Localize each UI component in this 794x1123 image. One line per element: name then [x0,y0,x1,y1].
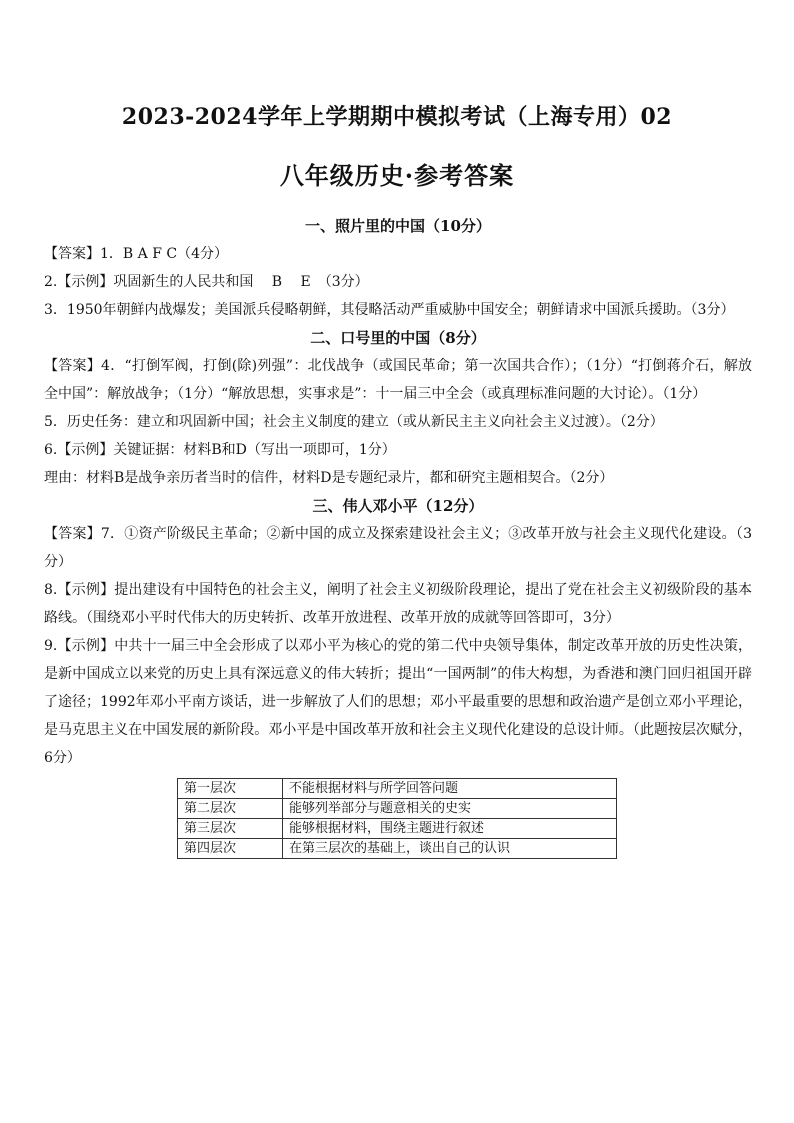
answer-q9: 9.【示例】中共十一届三中全会形成了以邓小平为核心的党的第二代中央领导集体，制定改革开放的历史性决策，是新中国成立以来党的历史上具有深远意义的伟大转折；提出“一国两制”的伟大构想，为香港和澳门回归祖国开辟了途径；1992年邓小平南方谈话，进一步解放了人们的思想；邓小平最重要的思想和政治遗产是创立邓小平理论，是马克思主义在中国发展的新阶段。邓小平是中国改革开放和社会主义现代化建设的总设计师。（此题按层次赋分，6分） [44,638,752,766]
rubric-description: 能够根据材料，围绕主题进行叙述 [283,819,617,839]
rubric-description: 能够列举部分与题意相关的史实 [283,799,617,819]
answer-q3: 3．1950年朝鲜内战爆发；美国派兵侵略朝鲜，其侵略活动严重威胁中国安全；朝鲜请求中国派兵援助。（3分） [44,302,735,318]
rubric-level: 第三层次 [178,819,283,839]
answer-q6-evidence: 6.【示例】关键证据：材料B和D（写出一项即可，1分） [44,442,396,458]
rubric-description: 不能根据材料与所学回答问题 [283,779,617,799]
answer-q4: 【答案】4．“打倒军阀，打倒(除)列强”：北伐战争（或国民革命；第一次国共合作）；（1分）“打倒蒋介石，解放全中国”：解放战争；（1分）“解放思想，实事求是”：十一届三中全会（或真理标准问题的大讨论）。（1分） [44,358,752,402]
answer-q7: 【答案】7．①资产阶级民主革命；②新中国的成立及探索建设社会主义；③改革开放与社会主义现代化建设。（3分） [44,526,752,570]
rubric-description: 在第三层次的基础上，谈出自己的认识 [283,839,617,859]
document-subtitle: 八年级历史·参考答案 [279,161,515,190]
table-row [178,779,617,799]
rubric-level: 第二层次 [178,799,283,819]
rubric-level: 第一层次 [178,779,283,799]
section-heading-deng-xiaoping: 三、伟人邓小平（12分） [312,497,484,515]
table-row [178,799,617,819]
answer-q8: 8.【示例】提出建设有中国特色的社会主义，阐明了社会主义初级阶段理论，提出了党在社会主义初级阶段的基本路线。（围绕邓小平时代伟大的历史转折、改革开放进程、改革开放的成就等回答即可，3分） [44,582,752,626]
answer-q6-reason: 理由：材料B是战争亲历者当时的信件，材料D是专题纪录片，都和研究主题相契合。（2分） [44,470,614,486]
answer-q2: 2.【示例】巩固新生的人民共和国 B E （3分） [44,274,369,290]
table-row [178,839,617,859]
section-heading-photos: 一、照片里的中国（10分） [305,217,491,235]
document-title: 2023-2024学年上学期期中模拟考试（上海专用）02 [121,104,673,130]
rubric-level: 第四层次 [178,839,283,859]
scoring-rubric-table [177,778,617,859]
answer-q5: 5．历史任务：建立和巩固新中国；社会主义制度的建立（或从新民主主义向社会主义过渡）。（2分） [44,414,664,430]
table-row [178,819,617,839]
answer-content [44,212,752,859]
section-heading-slogans: 二、口号里的中国（8分） [310,329,486,347]
answer-q1: 【答案】1．B A F C（4分） [44,246,228,262]
